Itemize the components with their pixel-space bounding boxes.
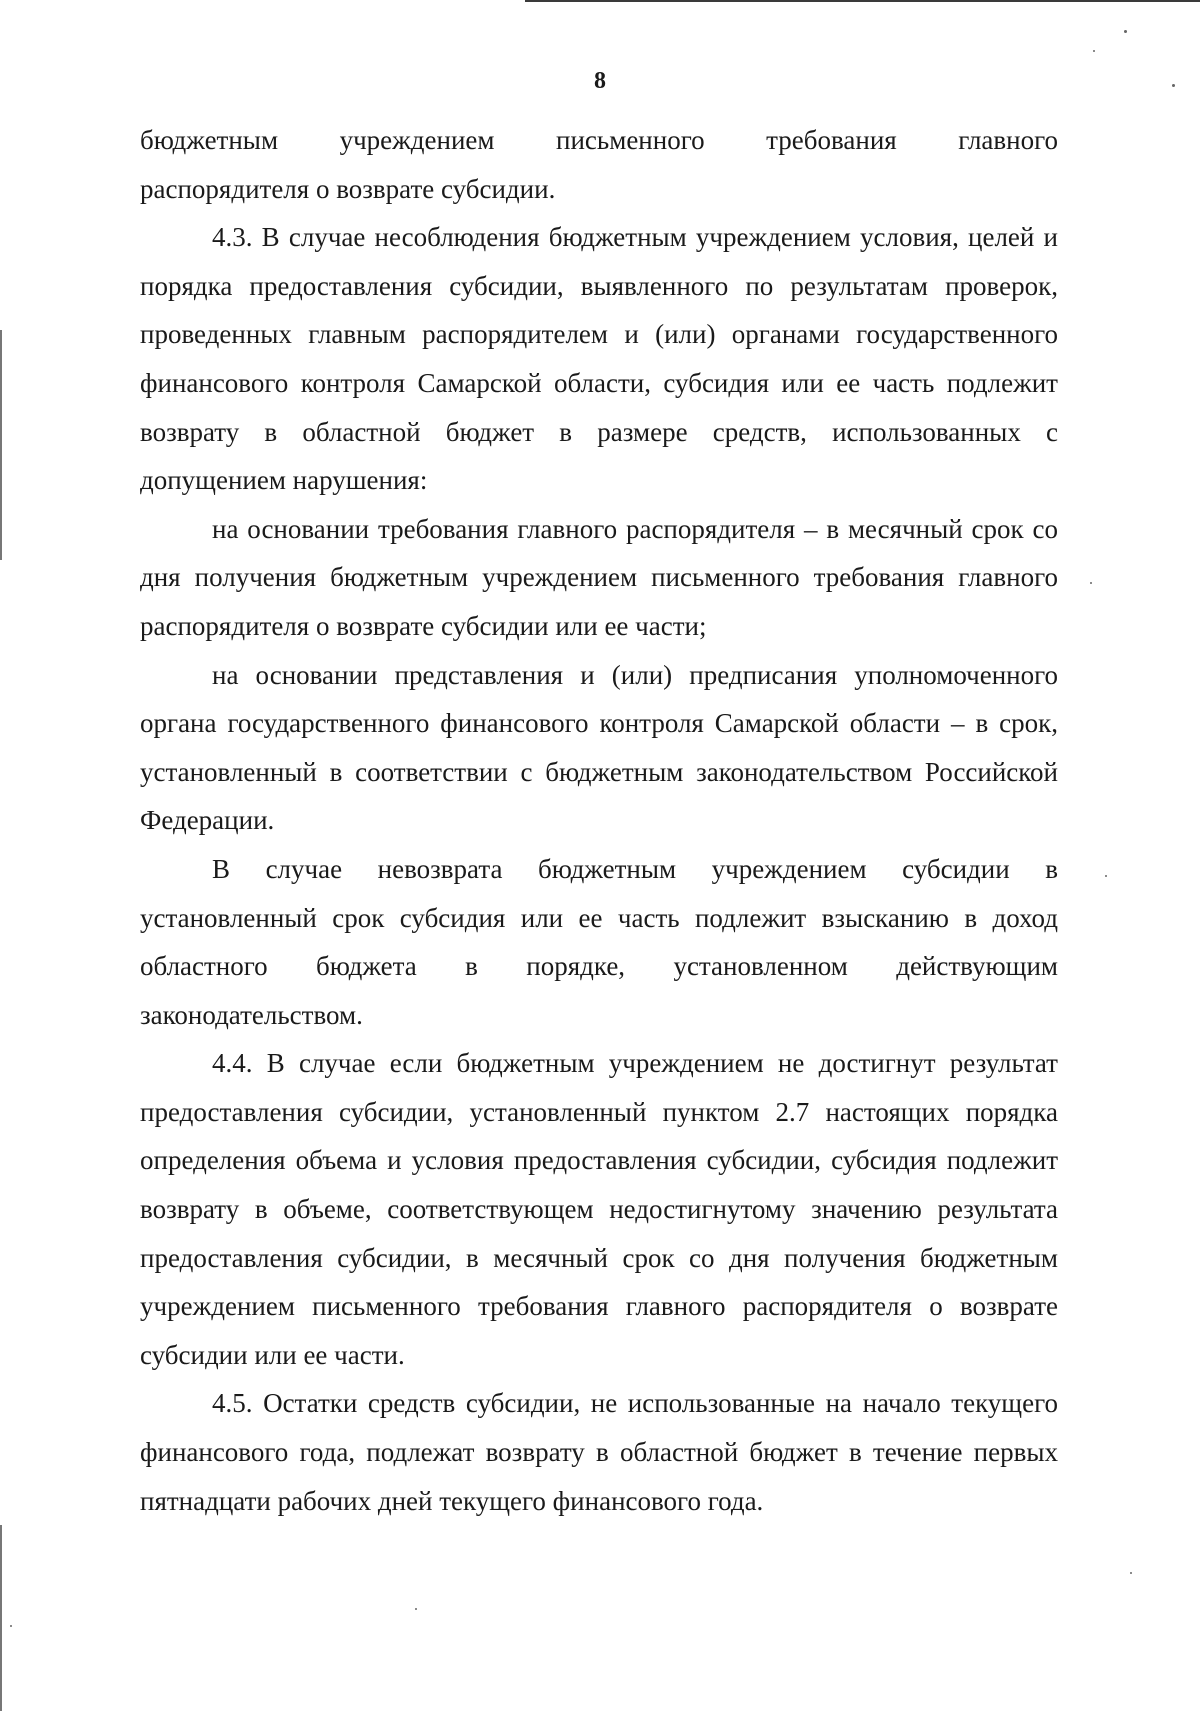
paragraph-main-distributor-demand: на основании требования главного распорядителя – в месячный срок со дня получения бюджетным учреждением письменного требования главного распорядителя о возврате субсидии или ее части; <box>140 513 1058 641</box>
document-body <box>140 116 1058 1525</box>
page-number: 8 <box>594 68 606 94</box>
scan-speck <box>1130 1572 1132 1574</box>
paragraph-4-3: 4.3. В случае несоблюдения бюджетным учреждением условия, целей и порядка предоставления субсидии, выявленного по результатам проверок, проведенных главным распорядителем и (или) органами государственного финансового контроля Самарской области, субсидия или ее часть подлежит возврату в областной бюджет в размере средств, использованных с допущением нарушения: <box>140 222 1058 496</box>
scan-speck <box>415 1608 417 1610</box>
paragraph-non-return: В случае невозврата бюджетным учреждением субсидии в установленный срок субсидия или ее часть подлежит взысканию в доход областного бюджета в порядке, установленном действующим законодательством. <box>140 853 1058 1030</box>
scan-speck <box>1093 50 1095 52</box>
paragraph-4-4: 4.4. В случае если бюджетным учреждением не достигнут результат предоставления субсидии, установленный пунктом 2.7 настоящих порядка определения объема и условия предоставления субсидии, субсидия подлежит возврату в объеме, соответствующем недостигнутому значению результата предоставления субсидии, в месячный срок со дня получения бюджетным учреждением письменного требования главного распорядителя о возврате субсидии или ее части. <box>140 1048 1058 1370</box>
scan-speck <box>10 1625 12 1627</box>
scan-speck <box>1124 30 1127 33</box>
scan-left-edge-lower <box>0 1525 2 1711</box>
paragraph-4-5: 4.5. Остатки средств субсидии, не использованные на начало текущего финансового года, подлежат возврату в областной бюджет в течение первых пятнадцати рабочих дней текущего финансового года. <box>140 1388 1058 1516</box>
paragraph-continuation-line-1: бюджетным учреждением письменного требования главного <box>140 125 1058 155</box>
paragraph-control-body-order: на основании представления и (или) предписания уполномоченного органа государственного финансового контроля Самарской области – в срок, установленный в соответствии с бюджетным законодательством Российской Федерации. <box>140 659 1058 836</box>
scan-speck <box>1090 582 1092 584</box>
paragraph-continuation-line-2: распорядителя о возврате субсидии. <box>140 173 556 204</box>
scan-speck <box>1105 875 1107 877</box>
scan-left-edge <box>0 330 2 560</box>
scan-top-border <box>525 0 1200 2</box>
